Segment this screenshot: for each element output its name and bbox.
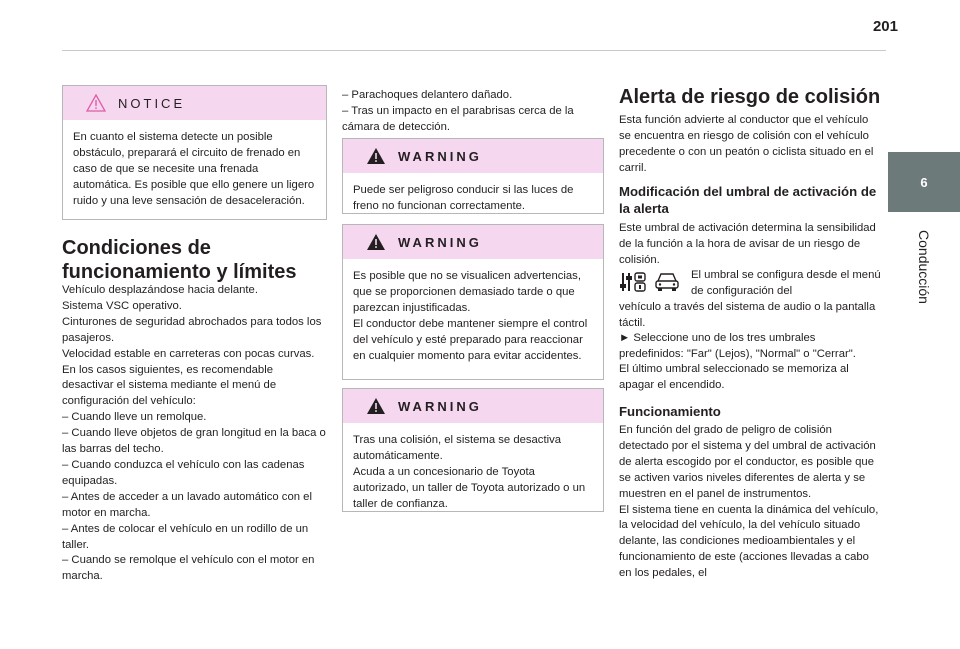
warning-body (343, 259, 603, 375)
conditions-line: – Cuando se remolque el vehículo con el motor en marcha. (62, 554, 315, 583)
conditions-line: Sistema VSC operativo. (62, 299, 182, 312)
warning-box (342, 224, 604, 380)
settings-sliders-icon (619, 270, 647, 294)
threshold-intro: Este umbral de activación determina la sensibilidad de la función a la hora de avisar de un riesgo de colisión. (619, 222, 876, 266)
warning-triangle-filled-icon (366, 233, 386, 251)
operation-p2: El sistema tiene en cuenta la dinámica del vehículo, la velocidad del vehículo, la del vehículo situado delante, las condiciones medioambientales y el funcionamiento de este (acciones llevadas a cabo en los pedales, el (619, 503, 879, 580)
warning-label: WARNING (398, 234, 482, 250)
page-number: 201 (872, 18, 898, 35)
conditions-line: – Cuando conduzca el vehículo con las cadenas equipadas. (62, 458, 305, 487)
warning-text: Es posible que no se visualicen advertencias, que se proporcionen demasiado tarde o que parezcan injustificadas. El conductor debe mantener siempre el control del vehículo y esté preparado para reaccionar en cualquier momento para evitar accidentes. (353, 270, 588, 362)
threshold-rest: vehículo a través del sistema de audio o la pantalla táctil. (619, 301, 876, 329)
conditions-line: Velocidad estable en carreteras con pocas curvas. (62, 347, 315, 360)
warning-box (342, 388, 604, 512)
conditions-line: Vehículo desplazándose hacia delante. (62, 284, 258, 296)
conditions-line: – Antes de acceder a un lavado automático con el motor en marcha. (62, 490, 312, 519)
operation-title: Funcionamiento (619, 404, 721, 419)
conditions-title: Condiciones de funcionamiento y límites (62, 237, 297, 283)
chapter-tab[interactable]: 6 (888, 152, 960, 212)
car-front-icon (653, 270, 681, 294)
warning-text: Tras una colisión, el sistema se desactiva automáticamente. Acuda a un concesionario de Toyota autorizado, un taller de Toyota autorizado o un taller de confianza. (353, 434, 586, 510)
notice-header (63, 86, 326, 120)
intro-line: – Parachoques delantero dañado. (342, 89, 513, 101)
operation-p1: En función del grado de peligro de colisión detectado por el sistema y del umbral de activación de alerta escogido por el conductor, es posible que se activen varios niveles diferentes de alerta y se muestren en el panel de instrumentos. (619, 424, 876, 500)
warning-header (343, 139, 603, 173)
operation-text (619, 423, 881, 582)
notice-box (62, 85, 327, 220)
conditions-line: – Cuando lleve objetos de gran longitud en la baca o las barras del techo. (62, 427, 326, 456)
chapter-title-text: Conducción (916, 230, 932, 304)
threshold-memo: El último umbral seleccionado se memoriza al apagar el encendido. (619, 363, 849, 391)
warning-header (343, 389, 603, 423)
warning-triangle-filled-icon (366, 147, 386, 165)
warning-box (342, 138, 604, 214)
conditions-line: – Antes de colocar el vehículo en un rodillo de un taller. (62, 522, 309, 551)
warning-header (343, 225, 603, 259)
threshold-step: ► Seleccione uno de los tres umbrales predefinidos: "Far" (Lejos), "Normal" o "Cerrar". (619, 332, 856, 360)
threshold-icons (619, 270, 681, 294)
warning-body (343, 423, 603, 524)
threshold-title: Modificación del umbral de activación de la alerta (619, 184, 877, 216)
conditions-line: En los casos siguientes, es recomendable desactivar el sistema mediante el menú de configuración del vehículo: (62, 363, 277, 408)
chapter-title (888, 212, 960, 322)
notice-text: En cuanto el sistema detecte un posible obstáculo, preparará el circuito de frenado en caso de que se necesite una frenada automática. Es posible que ello genere un ligero ruido y una leve sensación de desaceleración. (73, 131, 315, 207)
notice-body (63, 120, 326, 221)
threshold-icon-text: El umbral se configura desde el menú de configuración del (691, 269, 881, 297)
conditions-line: Cinturones de seguridad abrochados para todos los pasajeros. (62, 315, 322, 344)
warning-text: Puede ser peligroso conducir si las luces de freno no funcionan correctamente. (353, 184, 574, 212)
intro-line: – Tras un impacto en el parabrisas cerca de la cámara de detección. (342, 104, 574, 133)
top-rule (62, 50, 886, 51)
notice-label: NOTICE (118, 95, 186, 111)
collision-title: Alerta de riesgo de colisión (619, 86, 881, 108)
col2-intro (342, 88, 604, 136)
warning-label: WARNING (398, 148, 482, 164)
warning-triangle-outline-icon (86, 94, 106, 112)
conditions-line: – Cuando lleve un remolque. (62, 411, 207, 424)
warning-label: WARNING (398, 398, 482, 414)
conditions-list (62, 283, 327, 585)
collision-intro: Esta función advierte al conductor que el vehículo se encuentra en riesgo de colisión con el vehículo precedente o con un peatón o ciclista situado en el carril. (619, 114, 874, 174)
warning-body (343, 173, 603, 226)
warning-triangle-filled-icon (366, 397, 386, 415)
